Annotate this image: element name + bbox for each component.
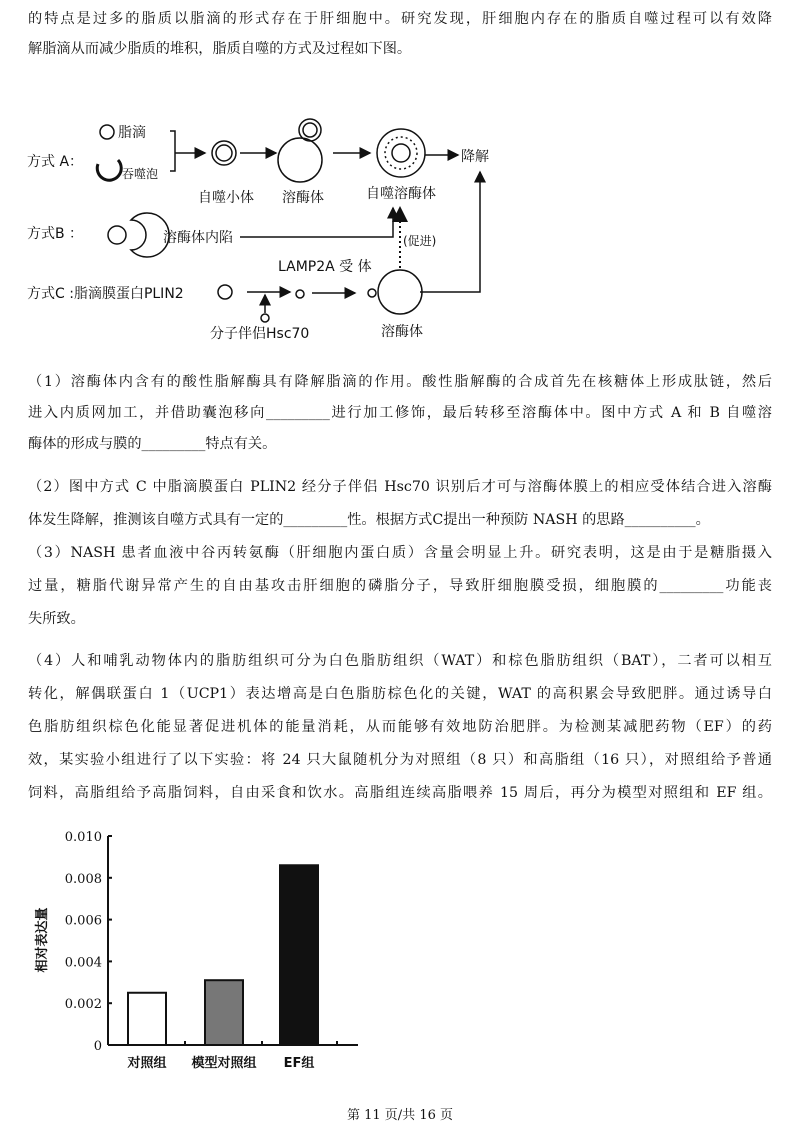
q3-line: （3）NASH 患者血液中谷丙转氨酶（肝细胞内蛋白质）含量会明显上升。研究表明，这是由于是糖脂摄入 (28, 545, 772, 561)
y-tick-label: 0 (93, 1039, 102, 1054)
promote-label: (促进) (403, 234, 437, 248)
y-tick-label: 0.008 (64, 871, 102, 887)
q1-line: 进入内质网加工，并借助囊泡移向_________进行加工修饰，最后转移至溶酶体中。图中方式 A 和 B 自噬溶 (28, 405, 772, 421)
q1-line: 酶体的形成与膜的_________特点有关。 (28, 436, 277, 452)
autophagosome-label: 自噬小体 (198, 190, 254, 206)
mode-c-label: 方式C :脂滴膜蛋白PLIN2 (27, 286, 184, 302)
y-tick-label: 0.006 (64, 913, 102, 929)
q4-line: 转化，解偶联蛋白 1（UCP1）表达增高是白色脂肪棕色化的关键，WAT 的高积累会导致肥胖。通过诱导白 (28, 686, 772, 702)
q3-line: 过量，糖脂代谢异常产生的自由基攻击肝细胞的磷脂分子，导致肝细胞膜受损，细胞膜的_________功能丧 (28, 578, 772, 594)
q2-line: （2）图中方式 C 中脂滴膜蛋白 PLIN2 经分子伴侣 Hsc70 识别后才可与溶酶体膜上的相应受体结合进入溶酶 (28, 479, 772, 495)
q4-line: 效，某实验小组进行了以下实验：将 24 只大鼠随机分为对照组（8 只）和高脂组（16 只），对照组给予普通 (28, 752, 772, 768)
intro-line: 的特点是过多的脂质以脂滴的形式存在于肝细胞中。研究发现，肝细胞内存在的脂质自噬过程可以有效降 (28, 11, 772, 27)
intro-line: 解脂滴从而减少脂质的堆积，脂质自噬的方式及过程如下图。 (28, 41, 412, 57)
y-tick-label: 0.010 (64, 830, 102, 845)
mode-b-label: 方式B ： (27, 226, 84, 242)
phagophore-label: 吞噬泡 (122, 167, 159, 181)
y-tick-label: 0.002 (64, 997, 102, 1013)
page-footer: 第 11 页/共 16 页 (347, 1108, 453, 1123)
lysosome-label: 溶酶体 (282, 190, 324, 206)
q1-line: （1）溶酶体内含有的酸性脂解酶具有降解脂滴的作用。酸性脂解酶的合成首先在核糖体上形成肽链，然后 (28, 374, 772, 390)
q4-line: 色脂肪组织棕色化能显著促进机体的能量消耗，从而能够有效地防治肥胖。为检测某减肥药物（EF）的药 (28, 719, 772, 735)
bar-1 (205, 980, 243, 1045)
degradation-label: 降解 (461, 149, 489, 165)
q3-line: 失所致。 (28, 611, 85, 627)
y-tick-label: 0.004 (64, 955, 102, 971)
lipid-droplet-label: 脂滴 (118, 125, 146, 141)
lysosome-c-label: 溶酶体 (381, 324, 423, 340)
q4-line: （4）人和哺乳动物体内的脂肪组织可分为白色脂肪组织（WAT）和棕色脂肪组织（BAT），二者可以相互 (28, 653, 772, 669)
chaperone-label: 分子伴侣Hsc70 (210, 326, 310, 342)
mode-a-label: 方式 A： (27, 154, 84, 170)
q2-line: 体发生降解，推测该自噬方式具有一定的_________性。根据方式C提出一种预防 NASH 的思路__________。 (28, 512, 710, 528)
lysosome-invagination-label: 溶酶体内陷 (163, 230, 233, 246)
category-label: EF组 (283, 1056, 315, 1071)
category-label: 模型对照组 (191, 1056, 257, 1071)
category-label: 对照组 (127, 1056, 167, 1071)
receptor-label: LAMP2A 受 体 (278, 259, 372, 275)
bar-0 (128, 993, 166, 1045)
y-axis-label: 相对表达量 (35, 907, 50, 973)
q4-line: 饲料，高脂组给予高脂饲料，自由采食和饮水。高脂组连续高脂喂养 15 周后，再分为模型对照组和 EF 组。 (28, 785, 772, 801)
bar-2 (280, 865, 318, 1045)
autolysosome-label: 自噬溶酶体 (366, 186, 436, 202)
